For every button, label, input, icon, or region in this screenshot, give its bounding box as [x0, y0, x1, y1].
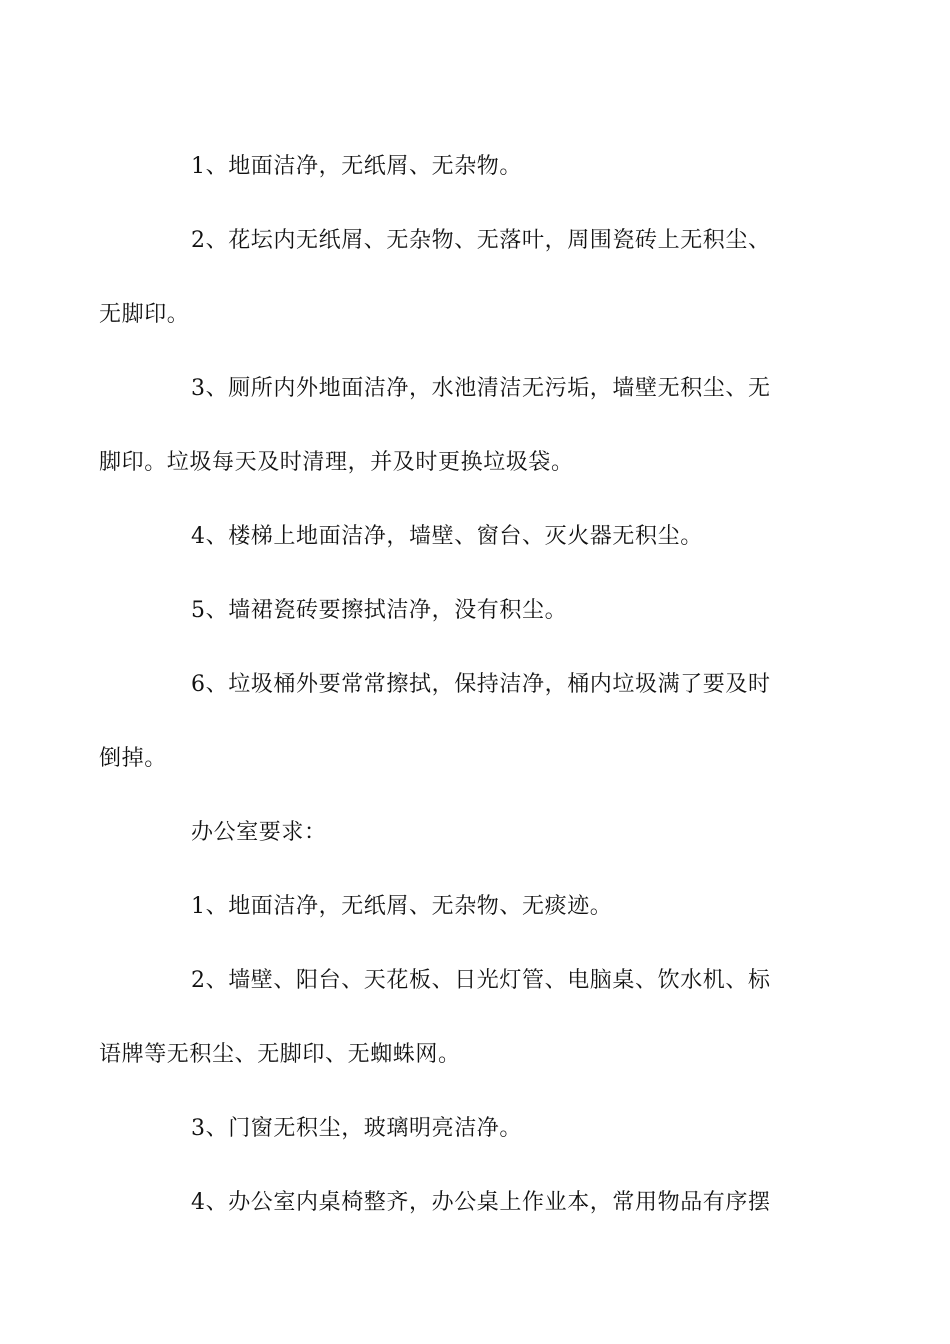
paragraph-line: 5、墙裙瓷砖要擦拭洁净，没有积尘。 [191, 598, 568, 623]
paragraph-office-desks [145, 1166, 810, 1240]
paragraph-office-floor [145, 870, 810, 944]
paragraph-line: 4、楼梯上地面洁净，墙壁、窗台、灭火器无积尘。 [191, 524, 703, 549]
paragraph-line: 6、垃圾桶外要常常擦拭，保持洁净，桶内垃圾满了要及时 [191, 672, 771, 697]
paragraph-line: 2、花坛内无纸屑、无杂物、无落叶，周围瓷砖上无积尘、 [191, 228, 771, 253]
document-body [99, 130, 810, 1240]
paragraph-office-walls [99, 944, 810, 1092]
paragraph-line: 3、门窗无积尘，玻璃明亮洁净。 [191, 1116, 522, 1141]
section-heading-office [145, 796, 810, 870]
paragraph-line: 1、地面洁净，无纸屑、无杂物、无痰迹。 [191, 894, 613, 919]
paragraph-line: 无脚印。 [99, 302, 190, 327]
paragraph-line: 3、厕所内外地面洁净，水池清洁无污垢，墙壁无积尘、无 [191, 376, 771, 401]
paragraph-flowerbed [99, 204, 810, 352]
paragraph-line: 办公室要求： [191, 820, 327, 845]
paragraph-line: 倒掉。 [99, 746, 167, 771]
paragraph-office-windows [145, 1092, 810, 1166]
paragraph-line: 2、墙壁、阳台、天花板、日光灯管、电脑桌、饮水机、标 [191, 968, 771, 993]
paragraph-ground-clean [145, 130, 810, 204]
paragraph-toilet [99, 352, 810, 500]
paragraph-wall-tiles [145, 574, 810, 648]
paragraph-line: 脚印。垃圾每天及时清理，并及时更换垃圾袋。 [99, 450, 574, 475]
paragraph-line: 语牌等无积尘、无脚印、无蜘蛛网。 [99, 1042, 461, 1067]
paragraph-line: 1、地面洁净，无纸屑、无杂物。 [191, 154, 522, 179]
paragraph-line: 4、办公室内桌椅整齐，办公桌上作业本，常用物品有序摆 [191, 1190, 771, 1215]
paragraph-stairs [145, 500, 810, 574]
paragraph-trash-bin [99, 648, 810, 796]
